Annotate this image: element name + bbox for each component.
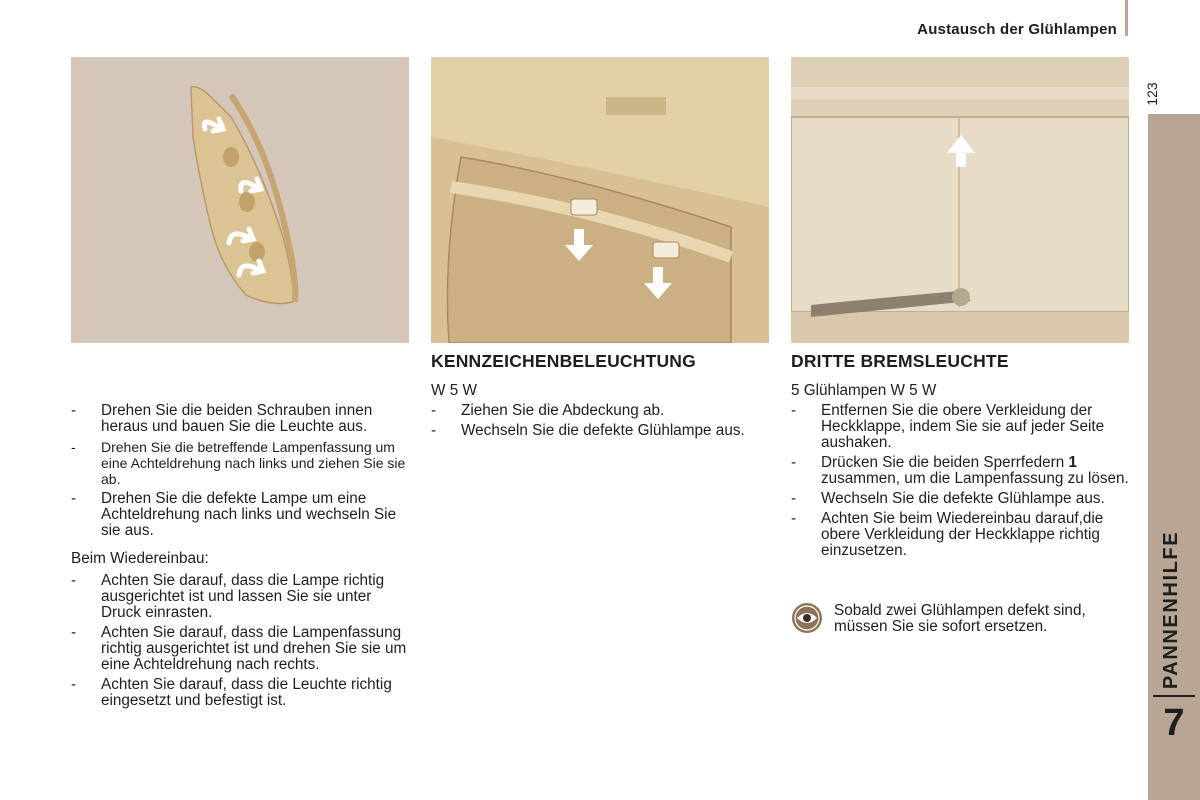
list-item: - Achten Sie darauf, dass die Lampe richtig ausgerichtet ist und lassen Sie sie unter Druck einrasten. xyxy=(71,573,411,621)
step-text: Achten Sie darauf, dass die Leuchte richtig eingesetzt und befestigt ist. xyxy=(101,676,392,709)
list-item: - Achten Sie darauf, dass die Leuchte richtig eingesetzt und befestigt ist. xyxy=(71,677,411,709)
chapter-number: 7 xyxy=(1163,702,1185,744)
list-item: - Achten Sie darauf, dass die Lampenfassung richtig ausgerichtet ist und drehen Sie sie um eine Achteldrehung nach rechts. xyxy=(71,625,411,673)
eye-icon xyxy=(791,602,823,634)
page-number: 123 xyxy=(1144,82,1160,106)
list-item: - Drücken Sie die beiden Sperrfedern 1 zusammen, um die Lampenfassung zu lösen. xyxy=(791,455,1136,487)
page-header-title: Austausch der Glühlampen xyxy=(917,21,1117,38)
note-text xyxy=(834,603,1124,635)
bulb-type: W 5 W xyxy=(431,382,477,399)
column-licence-plate-instructions xyxy=(431,383,771,439)
figure-rear-light xyxy=(71,57,409,343)
list-item: - Drehen Sie die defekte Lampe um eine Achteldrehung nach links und wechseln Sie sie aus. xyxy=(71,491,411,539)
header-divider xyxy=(1125,0,1128,36)
step-text: Entfernen Sie die obere Verkleidung der Heckklappe, indem Sie sie auf jeder Seite aushaken. xyxy=(821,402,1105,451)
list-item: - Drehen Sie die beiden Schrauben innen heraus und bauen Sie die Leuchte aus. xyxy=(71,403,411,435)
step-text: Achten Sie beim Wiedereinbau darauf,die obere Verkleidung der Heckklappe richtig einzusetzen. xyxy=(821,510,1104,559)
figure-licence-plate-light xyxy=(431,57,769,343)
list-item: - Ziehen Sie die Abdeckung ab. xyxy=(431,403,771,419)
list-item: - Entfernen Sie die obere Verkleidung der Heckklappe, indem Sie sie auf jeder Seite aushaken. xyxy=(791,403,1136,451)
list-item: - Wechseln Sie die defekte Glühlampe aus. xyxy=(791,491,1136,507)
list-item: - Achten Sie beim Wiedereinbau darauf,die obere Verkleidung der Heckklappe richtig einzusetzen. xyxy=(791,511,1136,559)
list-item: - Wechseln Sie die defekte Glühlampe aus. xyxy=(431,423,771,439)
chapter-label: PANNENHILFE xyxy=(1160,530,1182,690)
column-brake-light-instructions xyxy=(791,383,1136,559)
reassembly-label: Beim Wiedereinbau: xyxy=(71,550,209,567)
step-text: Drehen Sie die betreffende Lampenfassung um eine Achteldrehung nach links und ziehen Sie sie ab. xyxy=(101,439,406,487)
heading-third-brake-light: DRITTE BREMSLEUCHTE xyxy=(791,351,1009,371)
step-text: Achten Sie darauf, dass die Lampenfassung richtig ausgerichtet ist und drehen Sie sie um eine Achteldrehung nach rechts. xyxy=(101,624,407,673)
chapter-divider xyxy=(1153,695,1195,697)
step-text: Drücken Sie die beiden Sperrfedern 1 zusammen, um die Lampenfassung zu lösen. xyxy=(821,454,1129,487)
step-text: Drehen Sie die beiden Schrauben innen heraus und bauen Sie die Leuchte aus. xyxy=(101,402,373,435)
bulb-type: 5 Glühlampen W 5 W xyxy=(791,382,937,399)
column-rear-light-instructions xyxy=(71,403,411,709)
note-paragraph: Sobald zwei Glühlampen defekt sind, müssen Sie sie sofort ersetzen. xyxy=(834,602,1086,635)
step-text: Wechseln Sie die defekte Glühlampe aus. xyxy=(821,490,1105,507)
step-text: Ziehen Sie die Abdeckung ab. xyxy=(461,402,665,419)
list-item: - Drehen Sie die betreffende Lampenfassung um eine Achteldrehung nach links und ziehen Sie sie ab. xyxy=(71,439,411,487)
step-text: Drehen Sie die defekte Lampe um eine Achteldrehung nach links und wechseln Sie sie aus. xyxy=(101,490,397,539)
heading-licence-plate-light: KENNZEICHENBELEUCHTUNG xyxy=(431,351,696,371)
figure-third-brake-light xyxy=(791,57,1129,343)
step-text: Achten Sie darauf, dass die Lampe richtig ausgerichtet ist und lassen Sie sie unter Druck einrasten. xyxy=(101,572,385,621)
step-text: Wechseln Sie die defekte Glühlampe aus. xyxy=(461,422,745,439)
